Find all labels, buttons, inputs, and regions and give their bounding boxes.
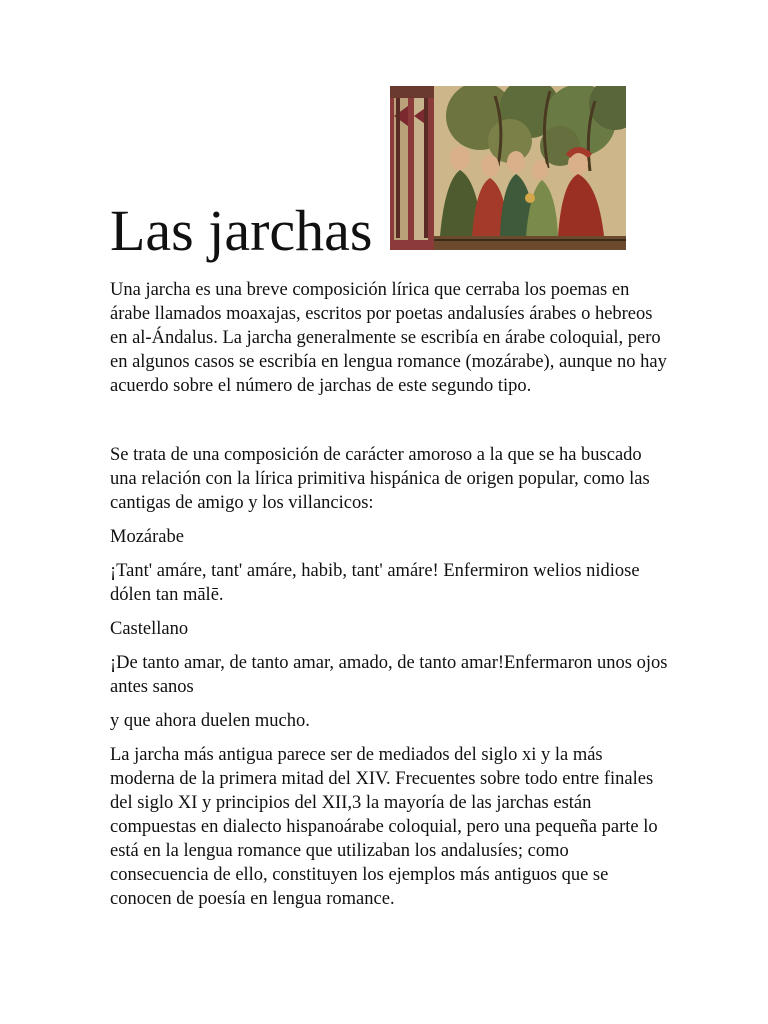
label-castellano: Castellano	[110, 619, 189, 639]
paragraph-definition: Una jarcha es una breve composición lírica que cerraba los poemas en árabe llamados moaxajas, escritos por poetas andalusíes árabes o hebreos en al-Ándalus. La jarcha generalmente se escribía en árabe coloquial, pero en algunos casos se escribía en lengua romance (mozárabe), aunque no hay acuerdo sobre el número de jarchas de este segundo tipo.	[110, 280, 667, 396]
miniature-illustration	[390, 86, 626, 250]
seated-figures	[440, 146, 604, 236]
arch-frame	[390, 86, 434, 250]
verse-mozarabe: ¡Tant' amáre, tant' amáre, habib, tant' amáre! Enfermiron welios nidiose dólen tan mālē.	[110, 561, 640, 605]
document-body	[110, 278, 670, 911]
verse-castellano-1: ¡De tanto amar, de tanto amar, amado, de tanto amar!Enfermaron unos ojos antes sanos	[110, 653, 668, 697]
page-title: Las jarchas	[110, 198, 373, 263]
label-mozarabe: Mozárabe	[110, 527, 184, 547]
verse-castellano-2: y que ahora duelen mucho.	[110, 711, 310, 731]
paragraph-history: La jarcha más antigua parece ser de mediados del siglo xi y la más moderna de la primera mitad del XIV. Frecuentes sobre todo entre finales del siglo XI y principios del XII,3 la mayoría de las jarchas están compuestas en dialecto hispanoárabe coloquial, pero una pequeña parte lo está en la lengua romance que utilizaban los andalusíes; como consecuencia de ello, constituyen los ejemplos más antiguos que se conocen de poesía en lengua romance.	[110, 745, 658, 909]
medieval-miniature-image	[390, 86, 626, 250]
paragraph-theme: Se trata de una composición de carácter amoroso a la que se ha buscado una relación con la lírica primitiva hispánica de origen popular, como las cantigas de amigo y los villancicos:	[110, 445, 650, 513]
